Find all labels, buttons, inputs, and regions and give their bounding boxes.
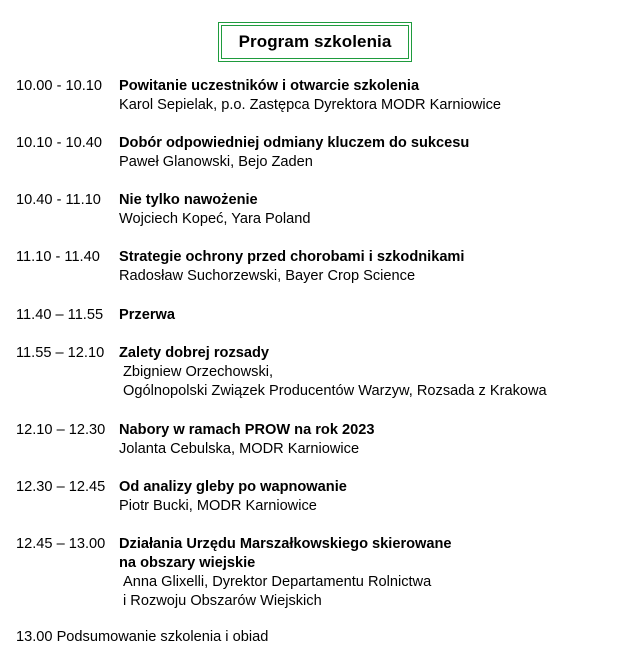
agenda-speaker: Wojciech Kopeć, Yara Poland [119, 211, 311, 227]
agenda-speaker: Jolanta Cebulska, MODR Karniowice [119, 441, 360, 457]
agenda-title: Nie tylko nawożenie [119, 192, 258, 208]
agenda-title: Powitanie uczestników i otwarcie szkolenia [119, 78, 420, 94]
agenda-speaker: Radosław Suchorzewski, Bayer Crop Science [119, 268, 416, 284]
agenda-title: Strategie ochrony przed chorobami i szkodnikami [119, 249, 465, 265]
agenda-speaker: Anna Glixelli, Dyrektor Departamentu Rolnictwa [123, 574, 432, 590]
agenda-speaker: Piotr Bucki, MODR Karniowice [119, 498, 317, 514]
agenda-title: Dobór odpowiedniej odmiany kluczem do sukcesu [119, 135, 470, 151]
agenda-title: Od analizy gleby po wapnowanie [119, 479, 347, 495]
agenda-speaker-affiliation: Ogólnopolski Związek Producentów Warzyw, Rozsada z Krakowa [123, 383, 547, 399]
agenda-time: 11.40 – 11.55 [16, 307, 104, 323]
agenda-title: Przerwa [119, 307, 175, 323]
agenda-speaker-affiliation: i Rozwoju Obszarów Wiejskich [123, 593, 322, 609]
agenda-time: 11.55 – 12.10 [16, 345, 105, 361]
agenda-closing: 13.00 Podsumowanie szkolenia i obiad [16, 629, 269, 645]
agenda-time: 11.10 - 11.40 [16, 249, 100, 265]
agenda-time: 12.30 – 12.45 [16, 479, 106, 495]
agenda-time: 10.00 - 10.10 [16, 78, 103, 94]
agenda-title-continued: na obszary wiejskie [119, 555, 256, 571]
agenda-speaker: Zbigniew Orzechowski, [123, 364, 274, 380]
agenda-time: 10.40 - 11.10 [16, 192, 101, 208]
agenda-title: Działania Urzędu Marszałkowskiego skierowane [119, 536, 452, 552]
agenda-title: Nabory w ramach PROW na rok 2023 [119, 422, 375, 438]
agenda-speaker: Paweł Glanowski, Bejo Zaden [119, 154, 313, 170]
agenda-speaker: Karol Sepielak, p.o. Zastępca Dyrektora MODR Karniowice [119, 97, 502, 113]
agenda-time: 12.45 – 13.00 [16, 536, 106, 552]
agenda-title: Zalety dobrej rozsady [119, 345, 270, 361]
agenda-time: 10.10 - 10.40 [16, 135, 103, 151]
agenda-time: 12.10 – 12.30 [16, 422, 106, 438]
program-title: Program szkolenia [221, 25, 409, 59]
